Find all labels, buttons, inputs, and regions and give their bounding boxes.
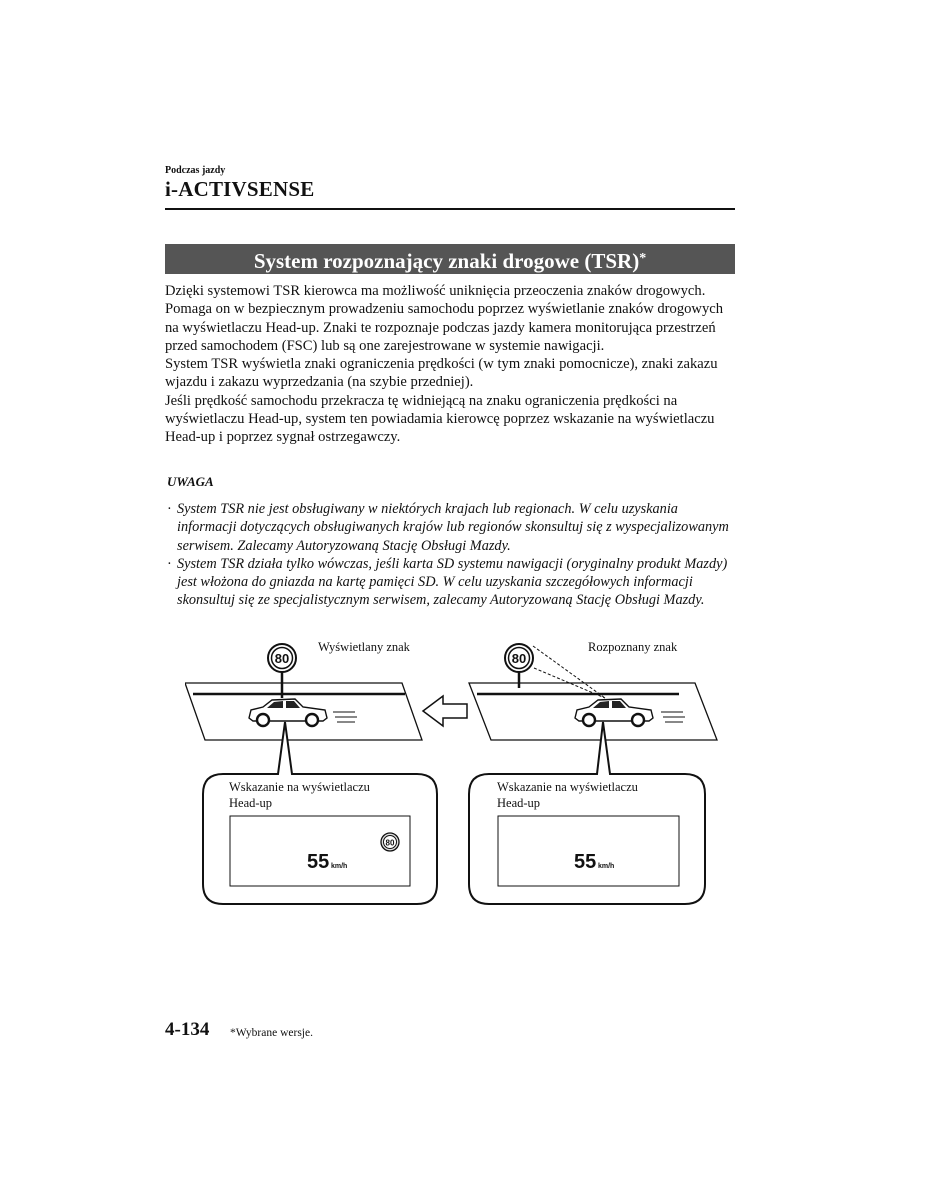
right-hud-callout — [469, 722, 705, 904]
header-rule — [165, 208, 735, 210]
note-item — [167, 500, 737, 555]
note-text: System TSR nie jest obsługiwany w niektórych krajach lub regionach. W celu uzyskania informacji dotyczących obsługiwanych krajów lub regionów skonsultuj się z wyspecjalizowanym serwisem. Zalecamy Autoryzowaną Stację Obsługi Mazdy. — [177, 501, 729, 554]
sign-value: 80 — [511, 651, 527, 666]
footnote: *Wybrane wersje. — [230, 1027, 313, 1039]
display-label: Head-up — [229, 796, 273, 810]
section-title: i-ACTIVSENSE — [165, 177, 315, 201]
bullet-mark: · — [167, 501, 172, 517]
note-list — [167, 500, 737, 610]
left-hud-callout — [203, 722, 437, 904]
paragraph: System TSR wyświetla znaki ograniczenia prędkości (w tym znaki pomocnicze), znaki zakazu wjazdu i zakazu wyprzedzania (na szybie przedniej). — [165, 356, 718, 391]
left-caption: Wyświetlany znak — [318, 640, 410, 654]
page-number: 4-134 — [165, 1019, 210, 1040]
hud-speed: 55 — [307, 851, 330, 873]
tsr-diagram — [185, 636, 745, 906]
note-item — [167, 555, 737, 610]
display-label: Wskazanie na wyświetlaczu — [229, 780, 370, 794]
breadcrumb: Podczas jazdy — [165, 165, 226, 176]
right-caption: Rozpoznany znak — [588, 640, 678, 654]
hud-sign-value: 80 — [385, 838, 395, 848]
bullet-mark: · — [167, 555, 172, 572]
note-text: System TSR działa tylko wówczas, jeśli karta SD systemu nawigacji (oryginalny produkt Mazdy) jest włożona do gniazda na kartę pamięci SD. W celu uzyskania szczegółowych informacji skonsultuj się ze specjalistycznym serwisem, zalecamy Autoryzowaną Stację Obsługi Mazdy. — [177, 555, 728, 609]
heading-title: System rozpoznający znaki drogowe (TSR) — [253, 249, 640, 273]
paragraph: Jeśli prędkość samochodu przekracza tę widniejącą na znaku ograniczenia prędkości na wyświetlaczu Head-up, system ten powiadamia kierowcę poprzez wskazanie na wyświetlaczu Head-up i poprzez sygnał ostrzegawczy. — [165, 392, 715, 446]
display-label: Head-up — [497, 796, 541, 810]
arrow-left-icon — [423, 696, 467, 726]
hud-unit: km/h — [598, 863, 615, 870]
sign-value: 80 — [274, 651, 290, 666]
note-title: UWAGA — [167, 474, 214, 489]
left-road-scene — [185, 640, 422, 740]
display-label: Wskazanie na wyświetlaczu — [497, 780, 638, 794]
right-road-scene — [469, 640, 717, 740]
body-text — [165, 282, 740, 447]
heading-marker: * — [639, 251, 647, 266]
page-heading — [165, 244, 735, 274]
hud-speed: 55 — [574, 851, 597, 873]
hud-unit: km/h — [331, 863, 348, 870]
paragraph: Dzięki systemowi TSR kierowca ma możliwość uniknięcia przeoczenia znaków drogowych. Pomaga on w bezpiecznym prowadzeniu samochodu poprzez wyświetlanie znaków drogowych na wyświetlaczu Head-up. Znaki te rozpoznaje podczas jazdy kamera monitorująca przestrzeń przed samochodem (FSC) lub są one zarejestrowane w systemie nawigacji. — [165, 283, 724, 354]
